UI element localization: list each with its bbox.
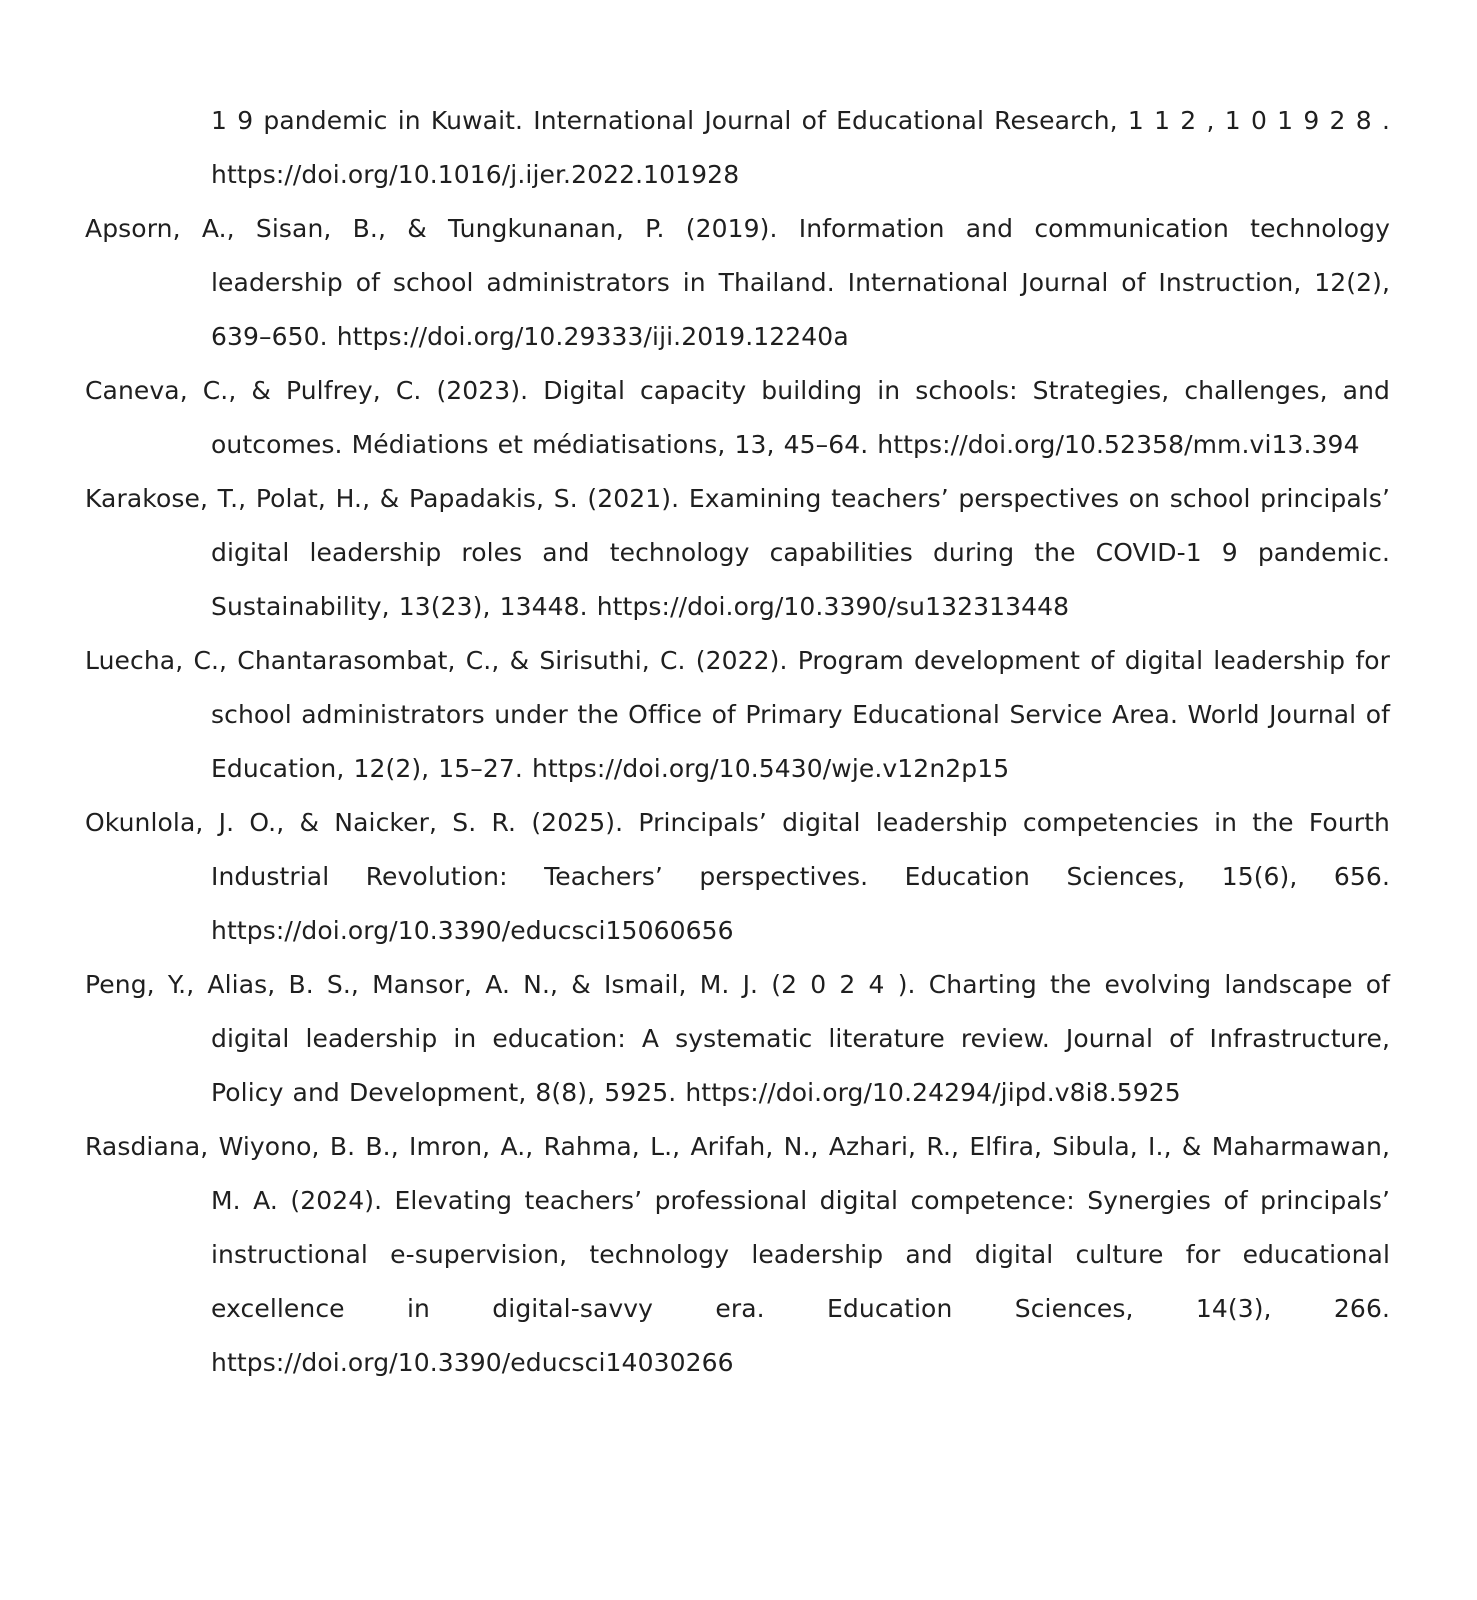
reference-entry-luecha: Luecha, C., Chantarasombat, C., & Sirisuthi, C. (2022). Program development of digital leadership for school administrators under the Office of Primary Educational Service Area. World Journal of Education, 12(2), 15–27. https://doi.org/10.5430/wje.v12n2p15 bbox=[85, 646, 1390, 783]
reference-entry-karakose: Karakose, T., Polat, H., & Papadakis, S. (2021). Examining teachers’ perspectives on school principals’ digital leadership roles and technology capabilities during the COVID-1 9 pandemic. Sustainability, 13(23), 13448. https://doi.org/10.3390/su132313448 bbox=[85, 484, 1390, 621]
reference-entry-okunlola: Okunlola, J. O., & Naicker, S. R. (2025). Principals’ digital leadership competencies in the Fourth Industrial Revolution: Teachers’ perspectives. Education Sciences, 15(6), 656. https://doi.org/10.3390/educsci15060656 bbox=[85, 808, 1390, 945]
reference-entry-rasdiana: Rasdiana, Wiyono, B. B., Imron, A., Rahma, L., Arifah, N., Azhari, R., Elfira, Sibula, I., & Maharmawan, M. A. (2024). Elevating teachers’ professional digital competence: Synergies of principals’ instructional e-supervision, technology leadership and digital culture for educational excellence in digital-savvy era. Education Sciences, 14(3), 266. https://doi.org/10.3390/educsci14030266 bbox=[85, 1132, 1390, 1377]
reference-list bbox=[85, 94, 1390, 1390]
reference-entry-caneva: Caneva, C., & Pulfrey, C. (2023). Digital capacity building in schools: Strategies, challenges, and outcomes. Médiations et médiatisations, 13, 45–64. https://doi.org/10.52358/mm.vi13.394 bbox=[85, 376, 1390, 459]
reference-entry-peng: Peng, Y., Alias, B. S., Mansor, A. N., & Ismail, M. J. (2 0 2 4 ). Charting the evolving landscape of digital leadership in education: A systematic literature review. Journal of Infrastructure, Policy and Development, 8(8), 5925. https://doi.org/10.24294/jipd.v8i8.5925 bbox=[85, 970, 1390, 1107]
reference-entry-apsorn: Apsorn, A., Sisan, B., & Tungkunanan, P. (2019). Information and communication technology leadership of school administrators in Thailand. International Journal of Instruction, 12(2), 639–650. https://doi.org/10.29333/iji.2019.12240a bbox=[85, 214, 1390, 351]
reference-entry-continued: 1 9 pandemic in Kuwait. International Journal of Educational Research, 1 1 2 , 1 0 1 9 2 8 . https://doi.org/10.1016/j.ijer.2022.101928 bbox=[211, 106, 1390, 189]
